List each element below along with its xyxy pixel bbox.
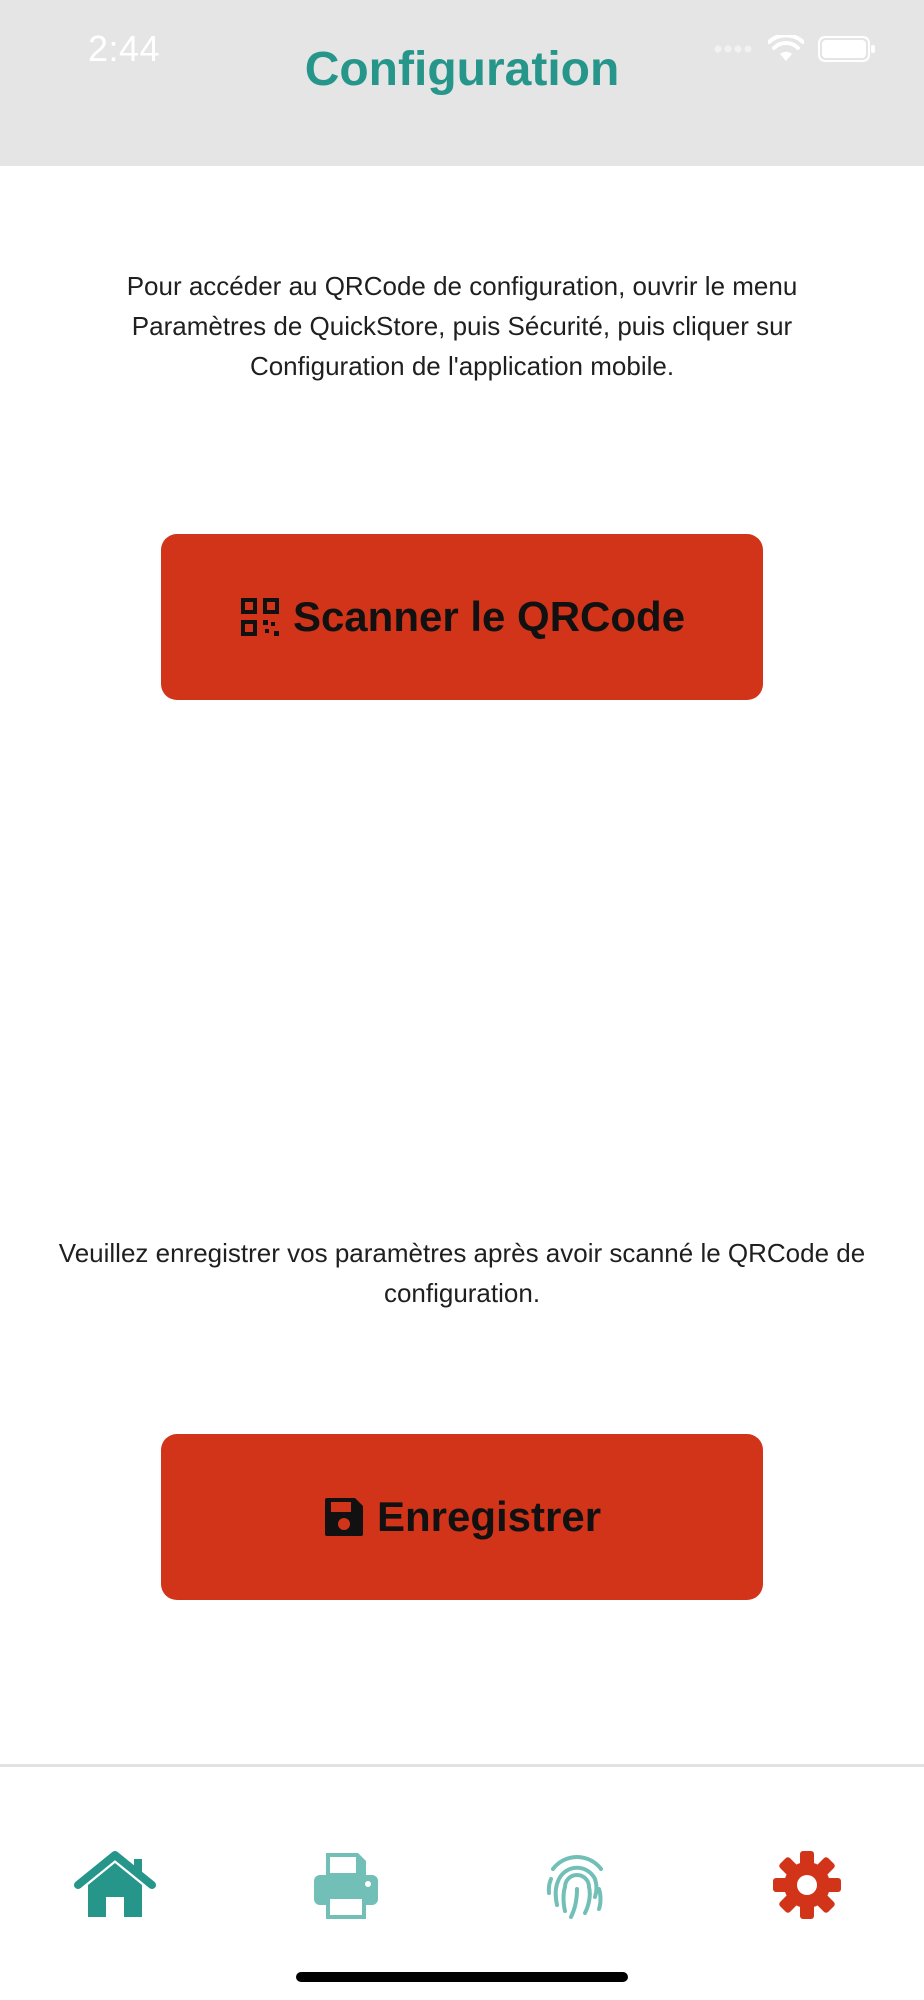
status-time: 2:44	[88, 28, 161, 69]
qrcode-icon	[239, 596, 281, 638]
tab-print[interactable]	[301, 1847, 391, 1927]
save-button[interactable]	[161, 1434, 763, 1600]
tab-settings[interactable]	[762, 1847, 852, 1927]
tab-bar	[0, 1764, 924, 2000]
status-icons	[714, 34, 876, 68]
floppy-disk-icon	[323, 1496, 365, 1538]
save-instruction: Veuillez enregistrer vos paramètres après avoir scanné le QRCode de configuration.	[58, 1238, 866, 1308]
signal-icon	[714, 42, 754, 60]
tab-fingerprint[interactable]	[532, 1847, 622, 1927]
gear-icon	[771, 1849, 843, 1926]
header	[0, 0, 924, 166]
tab-home[interactable]	[70, 1847, 160, 1927]
scan-qrcode-button[interactable]	[161, 534, 763, 700]
home-indicator[interactable]	[296, 1972, 628, 1982]
printer-icon	[310, 1849, 382, 1926]
save-label: Enregistrer	[376, 1493, 602, 1540]
wifi-icon	[768, 35, 804, 68]
page-title: Configuration	[304, 43, 620, 96]
fingerprint-icon	[541, 1849, 613, 1926]
scan-instruction: Pour accéder au QRCode de configuration, ouvrir le menu Paramètres de QuickStore, puis Sécurité, puis cliquer sur Configuration de l'application mobile.	[126, 271, 798, 381]
home-icon	[74, 1851, 156, 1924]
scan-qrcode-label: Scanner le QRCode	[292, 593, 686, 640]
battery-icon	[818, 35, 876, 68]
